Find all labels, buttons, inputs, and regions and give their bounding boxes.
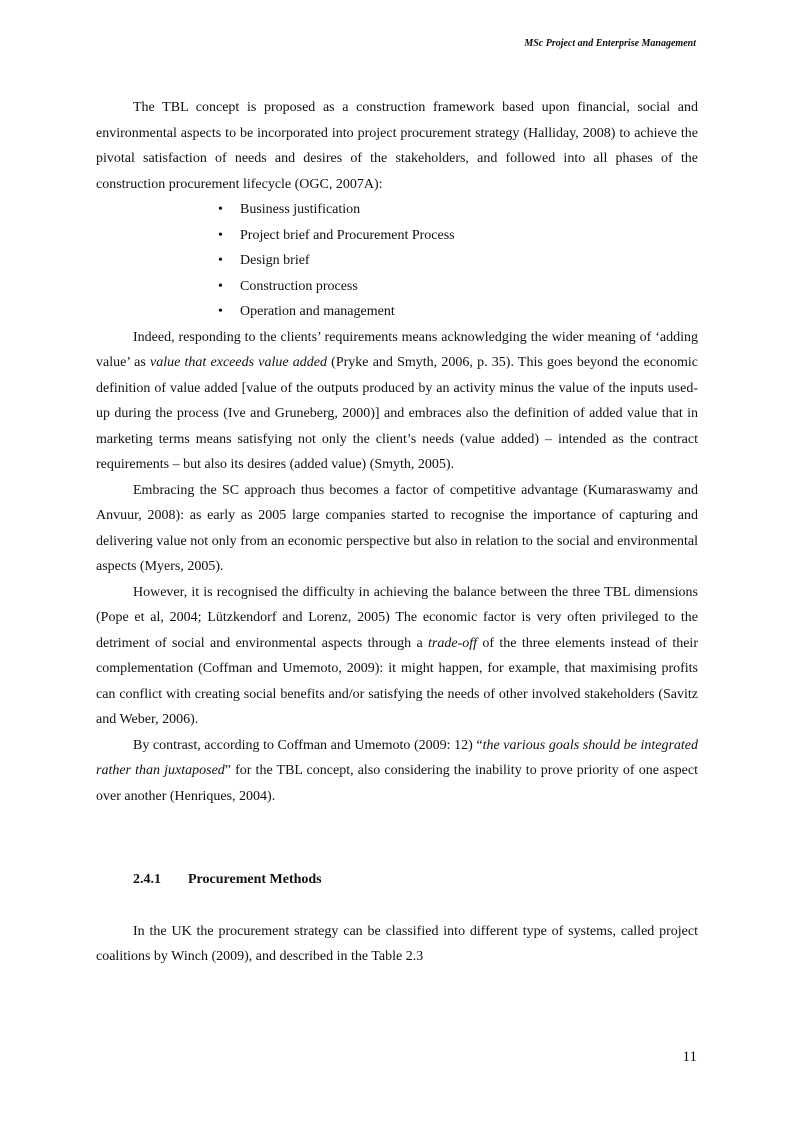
paragraph-procurement-systems: In the UK the procurement strategy can be classified into different type of systems, called project coalitions by Winch (2009), and described in the Table 2.3: [96, 923, 698, 964]
list-item: • Operation and management: [218, 299, 698, 325]
running-header: MSc Project and Enterprise Management: [524, 38, 696, 49]
paragraph-adding-value: Indeed, responding to the clients’ requirements means acknowledging the wider meaning of ‘adding value’ as value that exceeds value added (Pryke and Smyth, 2006, p. 35). This goes beyond the economic definition of value added [value of the outputs produced by an activity minus the value of the inputs used-up during the process (Ive and Gruneberg, 2000)] and embraces also the definition of added value that in marketing terms means satisfying not only the client’s needs (value added) – intended as the contract requirements – but also its desires (added value) (Smyth, 2005).: [96, 329, 698, 472]
paragraph-contrast: By contrast, according to Coffman and Umemoto (2009: 12) “the various goals should be integrated rather than juxtaposed” for the TBL concept, also considering the inability to prove priority of one aspect over another (Henriques, 2004).: [96, 737, 698, 804]
bullet-icon: •: [218, 202, 223, 217]
section-heading: [133, 867, 698, 893]
section-title: Procurement Methods: [188, 872, 322, 887]
bullet-icon: •: [218, 278, 223, 294]
paragraph-tbl-balance: However, it is recognised the difficulty in achieving the balance between the three TBL dimensions (Pope et al, 2004; Lützkendorf and Lorenz, 2005) The economic factor is very often privileged to the detriment of social and environmental aspects through a trade-off of the three elements instead of their complementation (Coffman and Umemoto, 2009): it might happen, for example, that maximising profits can conflict with creating social benefits and/or satisfying the needs of other involved stakeholders (Savitz and Weber, 2006).: [96, 584, 698, 727]
procurement-lifecycle-list: [96, 197, 698, 325]
bullet-icon: •: [218, 227, 223, 243]
paragraph-tbl-concept: The TBL concept is proposed as a construction framework based upon financial, social and environmental aspects to be incorporated into project procurement strategy (Halliday, 2008) to achieve the pivotal satisfaction of needs and desires of the stakeholders, and followed into all phases of the construction procurement lifecycle (OGC, 2007A):: [96, 100, 698, 192]
main-content: [96, 95, 698, 970]
page-number: 11: [682, 1049, 697, 1065]
bullet-icon: •: [218, 253, 223, 268]
list-item: • Design brief: [218, 248, 698, 274]
list-item: • Construction process: [218, 274, 698, 300]
paragraph-sc-approach: Embracing the SC approach thus becomes a factor of competitive advantage (Kumaraswamy and Anvuur, 2008): as early as 2005 large companies started to recognise the importance of capturing and delivering value not only from an economic perspective but also in relation to the social and environmental aspects (Myers, 2005).: [96, 482, 698, 574]
list-item: • Project brief and Procurement Process: [218, 223, 698, 249]
list-item: • Business justification: [218, 197, 698, 223]
section-number: 2.4.1: [133, 872, 161, 887]
bullet-icon: •: [218, 304, 223, 319]
